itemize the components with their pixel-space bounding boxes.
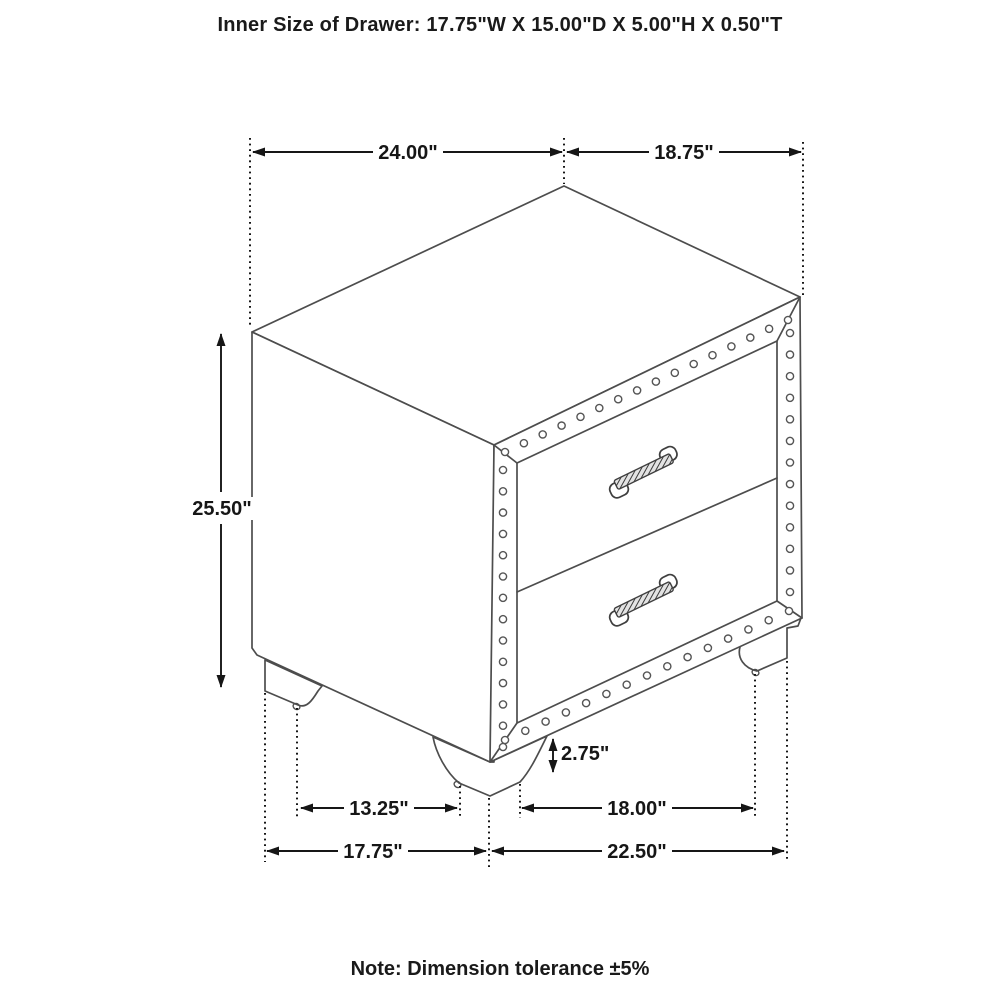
dimension-label-foot-span-front: 18.00" — [607, 798, 667, 820]
arrowhead-right — [445, 804, 458, 813]
nailhead-stud — [786, 459, 793, 466]
nailhead-stud — [664, 663, 671, 670]
dimension-label-top-depth: 18.75" — [654, 142, 714, 164]
arrowhead-right — [741, 804, 754, 813]
arrowhead-left — [566, 148, 579, 157]
arrowhead-left — [491, 847, 504, 856]
arrowhead-right — [474, 847, 487, 856]
nailhead-stud — [499, 701, 506, 708]
page-title: Inner Size of Drawer: 17.75"W X 15.00"D X 5.00"H X 0.50"T — [217, 14, 783, 36]
nailhead-stud — [577, 413, 584, 420]
nailhead-stud — [786, 373, 793, 380]
nailhead-stud — [785, 607, 792, 614]
arrowhead-up — [549, 738, 558, 751]
nightstand-drawing — [252, 186, 802, 796]
nailhead-stud — [583, 700, 590, 707]
nailhead-stud — [786, 545, 793, 552]
nailhead-stud — [643, 672, 650, 679]
nailhead-stud — [786, 588, 793, 595]
nailhead-stud — [786, 437, 793, 444]
nailhead-stud — [499, 488, 506, 495]
dimension-base-depth-front — [491, 840, 785, 863]
dimension-label-foot-span-left: 13.25" — [349, 798, 409, 820]
nailhead-stud — [499, 509, 506, 516]
dimension-label-top-width: 24.00" — [378, 142, 438, 164]
nailhead-stud — [499, 573, 506, 580]
dimension-label-base-width-left: 17.75" — [343, 841, 403, 863]
nailhead-stud — [539, 431, 546, 438]
arrowhead-down — [217, 675, 226, 688]
arrowhead-right — [772, 847, 785, 856]
nailhead-stud — [558, 422, 565, 429]
nailhead-stud — [786, 481, 793, 488]
nailhead-stud — [747, 334, 754, 341]
arrowhead-right — [789, 148, 802, 157]
dimension-top-width — [252, 141, 563, 164]
nailhead-stud — [499, 680, 506, 687]
nailhead-stud — [499, 594, 506, 601]
nailhead-stud — [501, 736, 508, 743]
nailhead-stud — [786, 351, 793, 358]
dimension-base-width-left — [266, 840, 487, 863]
nailhead-stud — [704, 644, 711, 651]
dimension-label-foot-height: 2.75" — [561, 743, 610, 765]
nailhead-stud — [725, 635, 732, 642]
nailhead-stud — [684, 654, 691, 661]
nailhead-stud — [499, 743, 506, 750]
nailhead-stud — [728, 343, 735, 350]
nailhead-stud — [745, 626, 752, 633]
nailhead-stud — [765, 617, 772, 624]
nailhead-stud — [499, 466, 506, 473]
nailhead-stud — [615, 396, 622, 403]
nailhead-stud — [501, 448, 508, 455]
tolerance-note: Note: Dimension tolerance ±5% — [350, 958, 650, 980]
nailhead-stud — [690, 360, 697, 367]
nailhead-stud — [634, 387, 641, 394]
nailhead-stud — [652, 378, 659, 385]
nailhead-stud — [786, 416, 793, 423]
nailhead-stud — [520, 440, 527, 447]
dimension-label-height: 25.50" — [192, 498, 252, 520]
dimension-foot-span-front — [521, 797, 754, 820]
arrowhead-down — [549, 760, 558, 773]
nailhead-stud — [499, 530, 506, 537]
dimension-foot-height — [549, 738, 610, 773]
nailhead-stud — [784, 316, 791, 323]
nailhead-stud — [499, 616, 506, 623]
nailhead-stud — [709, 352, 716, 359]
dimension-foot-span-left — [300, 797, 458, 820]
nailhead-stud — [522, 727, 529, 734]
arrowhead-left — [266, 847, 279, 856]
nailhead-stud — [786, 394, 793, 401]
dimension-label-base-depth-front: 22.50" — [607, 841, 667, 863]
arrowhead-up — [217, 333, 226, 346]
nailhead-stud — [596, 404, 603, 411]
nailhead-stud — [786, 329, 793, 336]
arrowhead-right — [550, 148, 563, 157]
nailhead-stud — [786, 502, 793, 509]
nailhead-stud — [499, 637, 506, 644]
nailhead-stud — [562, 709, 569, 716]
arrowhead-left — [252, 148, 265, 157]
nailhead-stud — [671, 369, 678, 376]
arrowhead-left — [521, 804, 534, 813]
nailhead-stud — [623, 681, 630, 688]
dimension-height — [191, 333, 253, 688]
dimension-top-depth — [566, 141, 802, 164]
arrowhead-left — [300, 804, 313, 813]
nailhead-stud — [542, 718, 549, 725]
nailhead-stud — [786, 567, 793, 574]
nailhead-stud — [786, 524, 793, 531]
nailhead-stud — [499, 658, 506, 665]
nailhead-stud — [603, 690, 610, 697]
nailhead-stud — [766, 325, 773, 332]
nailhead-stud — [499, 722, 506, 729]
nailhead-stud — [499, 552, 506, 559]
